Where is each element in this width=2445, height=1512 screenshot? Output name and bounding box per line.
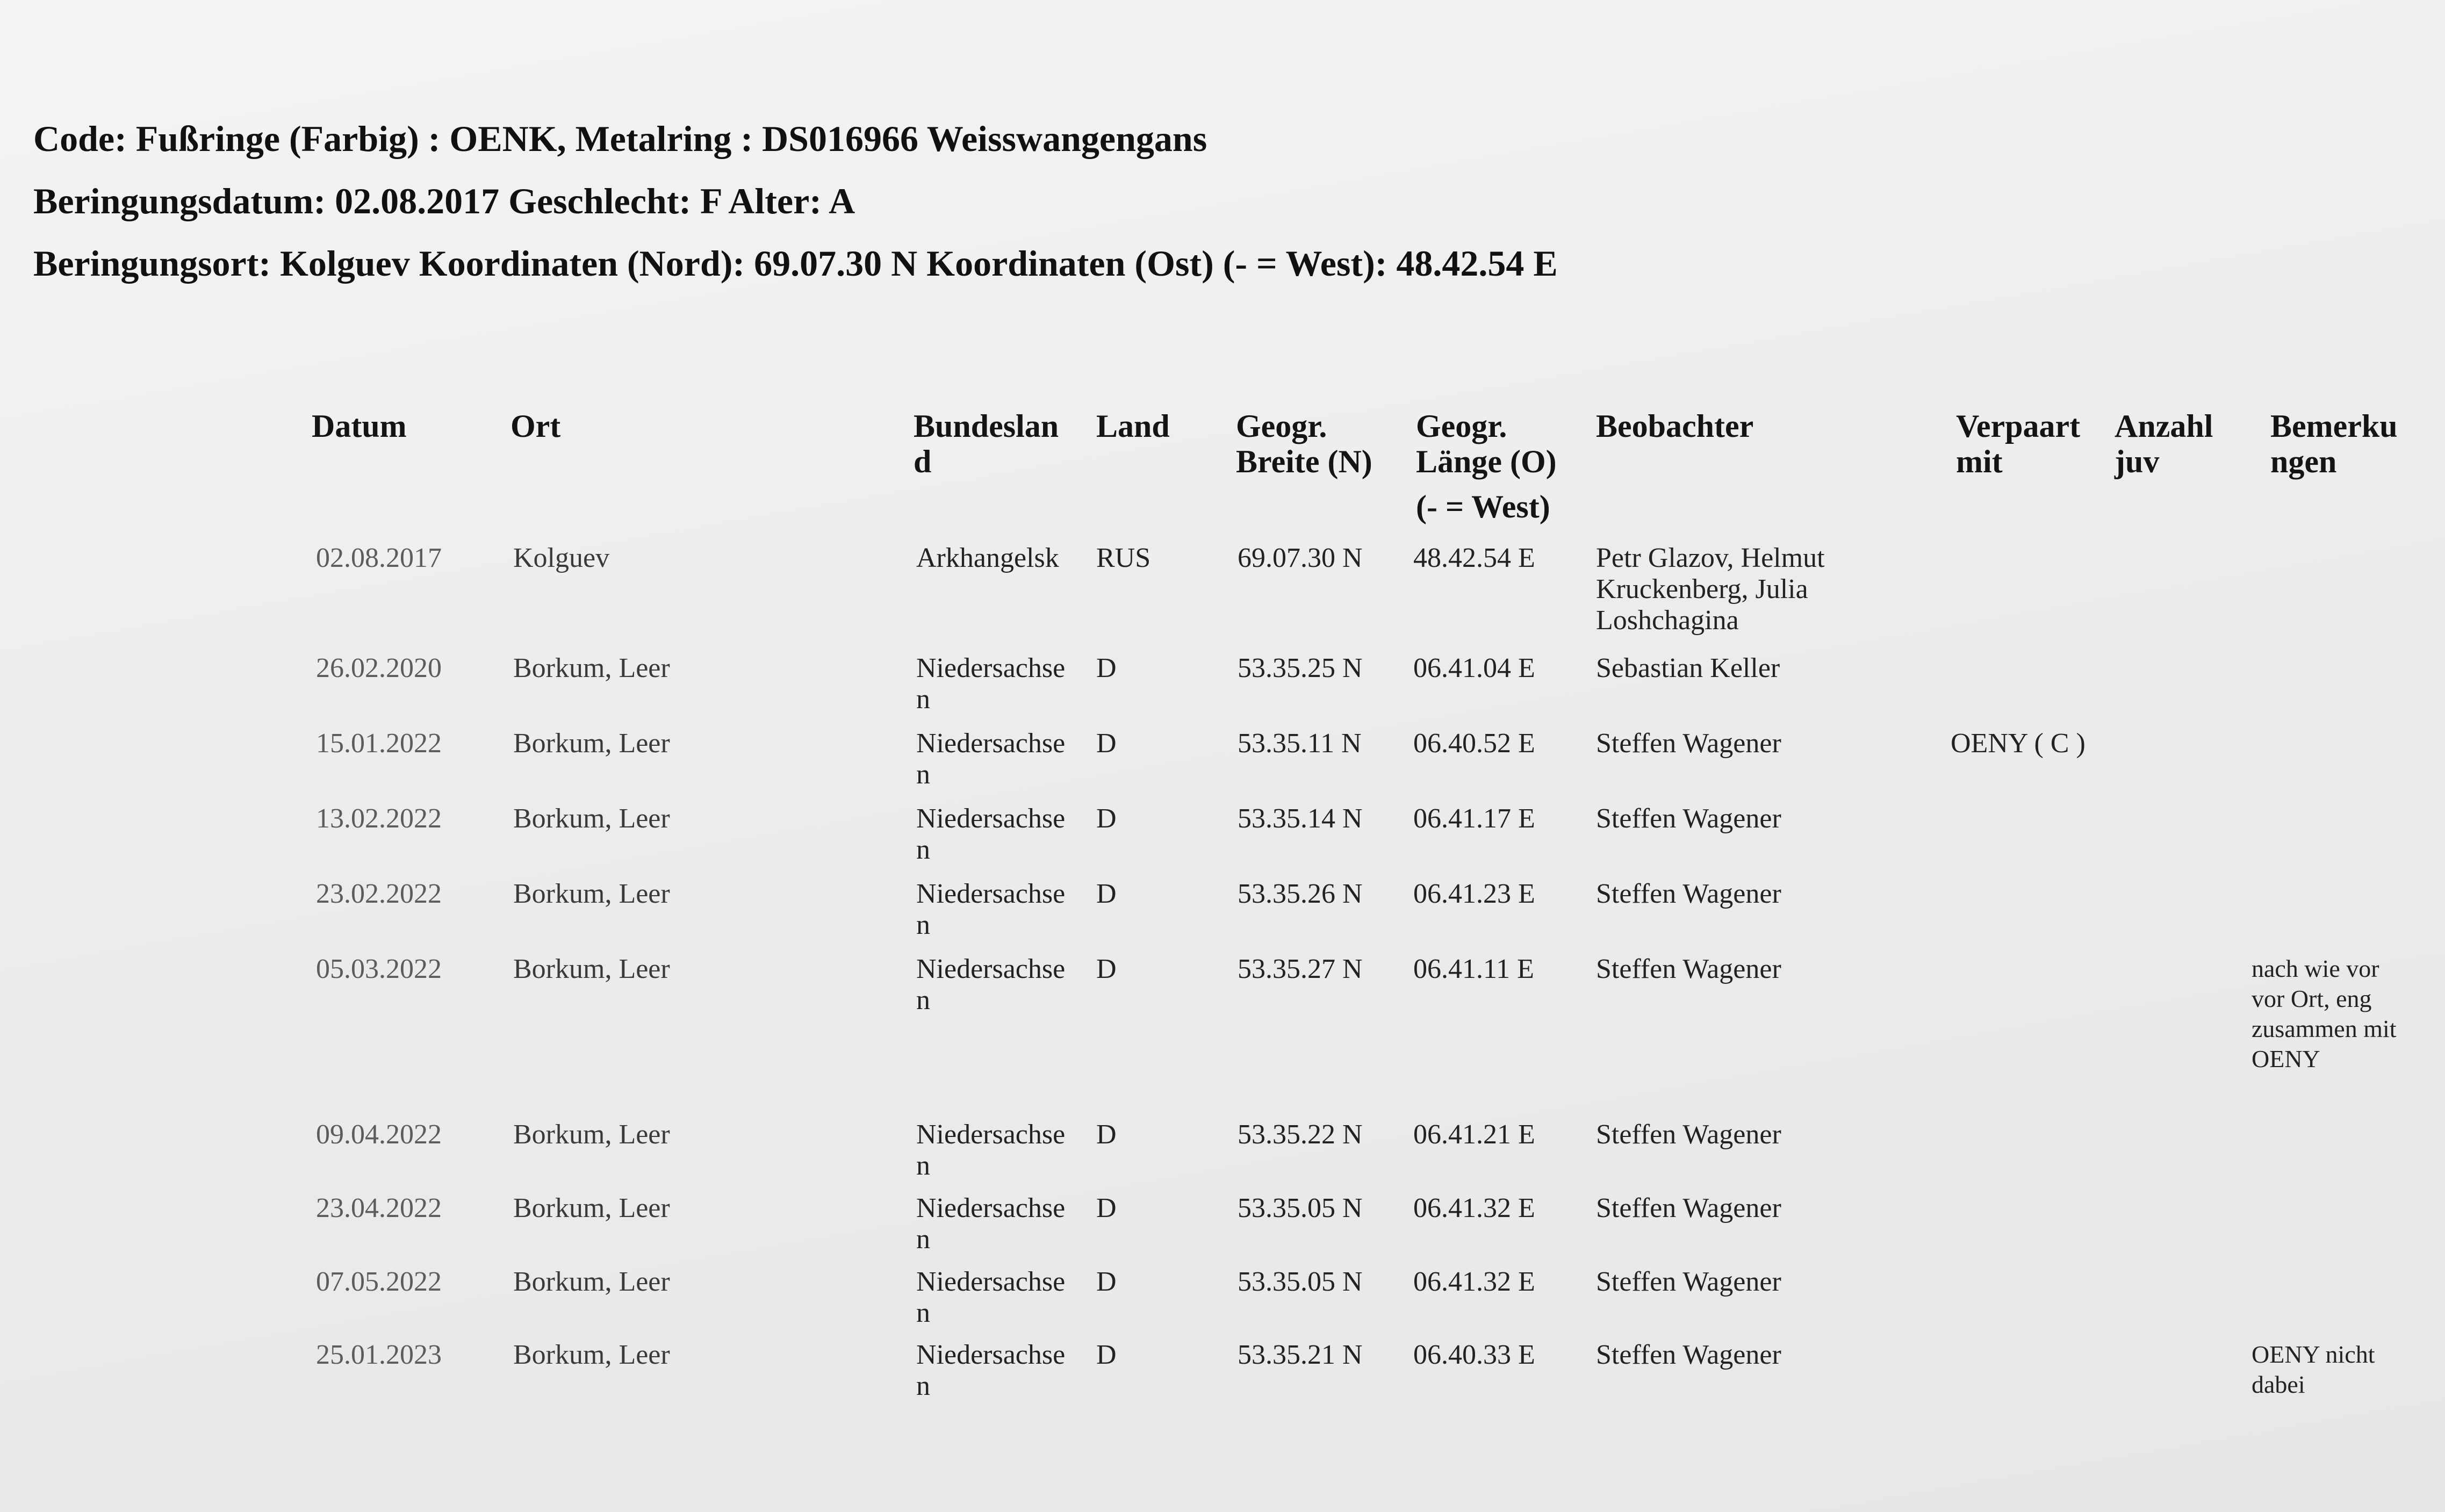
column-header-laenge: Geogr. Länge (O): [1416, 408, 1557, 479]
cell-datum: 05.03.2022: [316, 954, 442, 984]
cell-land: D: [1096, 879, 1117, 909]
cell-breite: 53.35.22 N: [1238, 1119, 1363, 1150]
cell-bundesland: Arkhangelsk: [916, 543, 1059, 573]
cell-beobachter: Steffen Wagener: [1596, 803, 1781, 834]
cell-laenge: 06.41.04 E: [1413, 653, 1535, 683]
cell-bundesland: Niedersachse n: [916, 803, 1066, 865]
cell-datum: 15.01.2022: [316, 728, 442, 759]
cell-bundesland: Niedersachse n: [916, 1193, 1066, 1255]
cell-land: D: [1096, 1193, 1117, 1223]
cell-bundesland: Niedersachse n: [916, 1266, 1066, 1328]
cell-beobachter: Steffen Wagener: [1596, 1340, 1781, 1370]
column-header-bemerkungen: Bemerku ngen: [2270, 408, 2398, 479]
column-header-anzahl: Anzahl juv: [2115, 408, 2213, 479]
cell-bemerkungen: nach wie vor vor Ort, eng zusammen mit OENY: [2252, 955, 2397, 1072]
cell-laenge: 06.41.17 E: [1413, 803, 1535, 834]
cell-laenge: 06.40.33 E: [1413, 1340, 1535, 1370]
cell-ort: Borkum, Leer: [513, 1340, 670, 1370]
column-header-laenge-sub: (- = West): [1416, 489, 1550, 524]
cell-land: D: [1096, 954, 1117, 984]
cell-land: D: [1096, 803, 1117, 834]
cell-land: RUS: [1096, 543, 1151, 573]
cell-breite: 53.35.05 N: [1238, 1193, 1363, 1223]
cell-breite: 69.07.30 N: [1238, 543, 1363, 573]
column-header-datum: Datum: [312, 408, 407, 444]
cell-datum: 26.02.2020: [316, 653, 442, 683]
cell-ort: Borkum, Leer: [513, 879, 670, 909]
cell-breite: 53.35.21 N: [1238, 1340, 1363, 1370]
cell-land: D: [1096, 1340, 1117, 1370]
cell-ort: Kolguev: [513, 543, 610, 573]
cell-bundesland: Niedersachse n: [916, 879, 1066, 940]
cell-beobachter: Steffen Wagener: [1596, 879, 1781, 909]
cell-bundesland: Niedersachse n: [916, 1340, 1066, 1401]
cell-datum: 07.05.2022: [316, 1266, 442, 1297]
column-header-breite: Geogr. Breite (N): [1236, 408, 1372, 479]
cell-land: D: [1096, 728, 1117, 759]
cell-laenge: 48.42.54 E: [1413, 543, 1535, 573]
ringing-date-line: Beringungsdatum: 02.08.2017 Geschlecht: F Alter: A: [33, 181, 855, 221]
cell-bundesland: Niedersachse n: [916, 653, 1066, 715]
cell-bemerkungen: OENY nicht dabei: [2252, 1341, 2375, 1398]
cell-breite: 53.35.27 N: [1238, 954, 1363, 984]
cell-bundesland: Niedersachse n: [916, 728, 1066, 790]
ringing-place-line: Beringungsort: Kolguev Koordinaten (Nord): 69.07.30 N Koordinaten (Ost) (- = West): 48.42.54 E: [33, 243, 1558, 284]
cell-ort: Borkum, Leer: [513, 1193, 670, 1223]
cell-datum: 02.08.2017: [316, 543, 442, 573]
cell-laenge: 06.41.32 E: [1413, 1266, 1535, 1297]
cell-ort: Borkum, Leer: [513, 1119, 670, 1150]
cell-land: D: [1096, 1266, 1117, 1297]
cell-laenge: 06.40.52 E: [1413, 728, 1535, 759]
cell-beobachter: Steffen Wagener: [1596, 1266, 1781, 1297]
cell-land: D: [1096, 653, 1117, 683]
column-header-ort: Ort: [510, 408, 561, 444]
cell-breite: 53.35.14 N: [1238, 803, 1363, 834]
ring-code-line: Code: Fußringe (Farbig) : OENK, Metalring : DS016966 Weisswangengans: [33, 118, 1207, 159]
cell-breite: 53.35.05 N: [1238, 1266, 1363, 1297]
cell-ort: Borkum, Leer: [513, 803, 670, 834]
cell-beobachter: Sebastian Keller: [1596, 653, 1780, 683]
cell-ort: Borkum, Leer: [513, 954, 670, 984]
cell-laenge: 06.41.23 E: [1413, 879, 1535, 909]
cell-laenge: 06.41.21 E: [1413, 1119, 1535, 1150]
ring-info-header: [33, 107, 1558, 294]
cell-datum: 25.01.2023: [316, 1340, 442, 1370]
cell-breite: 53.35.11 N: [1238, 728, 1362, 759]
cell-ort: Borkum, Leer: [513, 653, 670, 683]
cell-verpaart: OENY ( C ): [1951, 728, 2086, 759]
cell-datum: 13.02.2022: [316, 803, 442, 834]
column-header-verpaart: Verpaart mit: [1956, 408, 2081, 479]
cell-datum: 09.04.2022: [316, 1119, 442, 1150]
cell-beobachter: Steffen Wagener: [1596, 1193, 1781, 1223]
cell-beobachter: Petr Glazov, Helmut Kruckenberg, Julia Loshchagina: [1596, 543, 1825, 636]
cell-ort: Borkum, Leer: [513, 728, 670, 759]
cell-beobachter: Steffen Wagener: [1596, 954, 1781, 984]
cell-laenge: 06.41.11 E: [1413, 954, 1534, 984]
cell-beobachter: Steffen Wagener: [1596, 728, 1781, 759]
cell-ort: Borkum, Leer: [513, 1266, 670, 1297]
cell-breite: 53.35.25 N: [1238, 653, 1363, 683]
column-header-bundesland: Bundeslan d: [914, 408, 1059, 479]
column-header-land: Land: [1096, 408, 1170, 444]
cell-datum: 23.04.2022: [316, 1193, 442, 1223]
cell-bundesland: Niedersachse n: [916, 1119, 1066, 1181]
cell-beobachter: Steffen Wagener: [1596, 1119, 1781, 1150]
cell-breite: 53.35.26 N: [1238, 879, 1363, 909]
cell-datum: 23.02.2022: [316, 879, 442, 909]
column-header-beobachter: Beobachter: [1596, 408, 1754, 444]
cell-laenge: 06.41.32 E: [1413, 1193, 1535, 1223]
cell-land: D: [1096, 1119, 1117, 1150]
cell-bundesland: Niedersachse n: [916, 954, 1066, 1016]
